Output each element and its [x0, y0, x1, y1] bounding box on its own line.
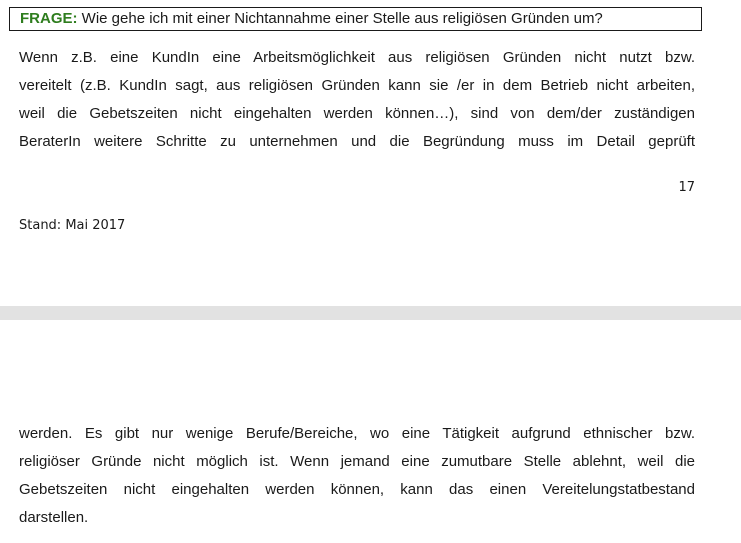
paragraph-line: BeraterIn weitere Schritte zu unternehmen und die Begründung muss im Detail geprüft: [19, 133, 695, 150]
paragraph-continuation: [19, 420, 695, 532]
status-date: Stand: Mai 2017: [19, 218, 126, 233]
question-box: [9, 7, 702, 31]
paragraph-line: Wenn z.B. eine KundIn eine Arbeitsmöglichkeit aus religiösen Gründen nicht nutzt bzw.: [19, 49, 695, 66]
paragraph-line: weil die Gebetszeiten nicht eingehalten werden können…), sind von dem/der zuständigen: [19, 105, 695, 122]
paragraph-first-part: [19, 44, 695, 156]
paragraph-line: darstellen.: [19, 509, 89, 526]
page-break-divider: [0, 306, 741, 320]
page-number: 17: [678, 180, 695, 195]
document-page-bottom: [0, 320, 741, 543]
question-label: FRAGE:: [20, 10, 78, 27]
question-text: Wie gehe ich mit einer Nichtannahme einer Stelle aus religiösen Gründen um?: [77, 10, 603, 27]
paragraph-line: religiöser Gründe nicht möglich ist. Wenn jemand eine zumutbare Stelle ablehnt, weil die: [19, 453, 695, 470]
paragraph-line: Gebetszeiten nicht eingehalten werden können, kann das einen Vereitelungstatbestand: [19, 481, 695, 498]
paragraph-line: werden. Es gibt nur wenige Berufe/Bereiche, wo eine Tätigkeit aufgrund ethnischer bzw.: [19, 425, 695, 442]
paragraph-line: vereitelt (z.B. KundIn sagt, aus religiösen Gründen kann sie /er in dem Betrieb nicht arbeiten,: [19, 77, 695, 94]
